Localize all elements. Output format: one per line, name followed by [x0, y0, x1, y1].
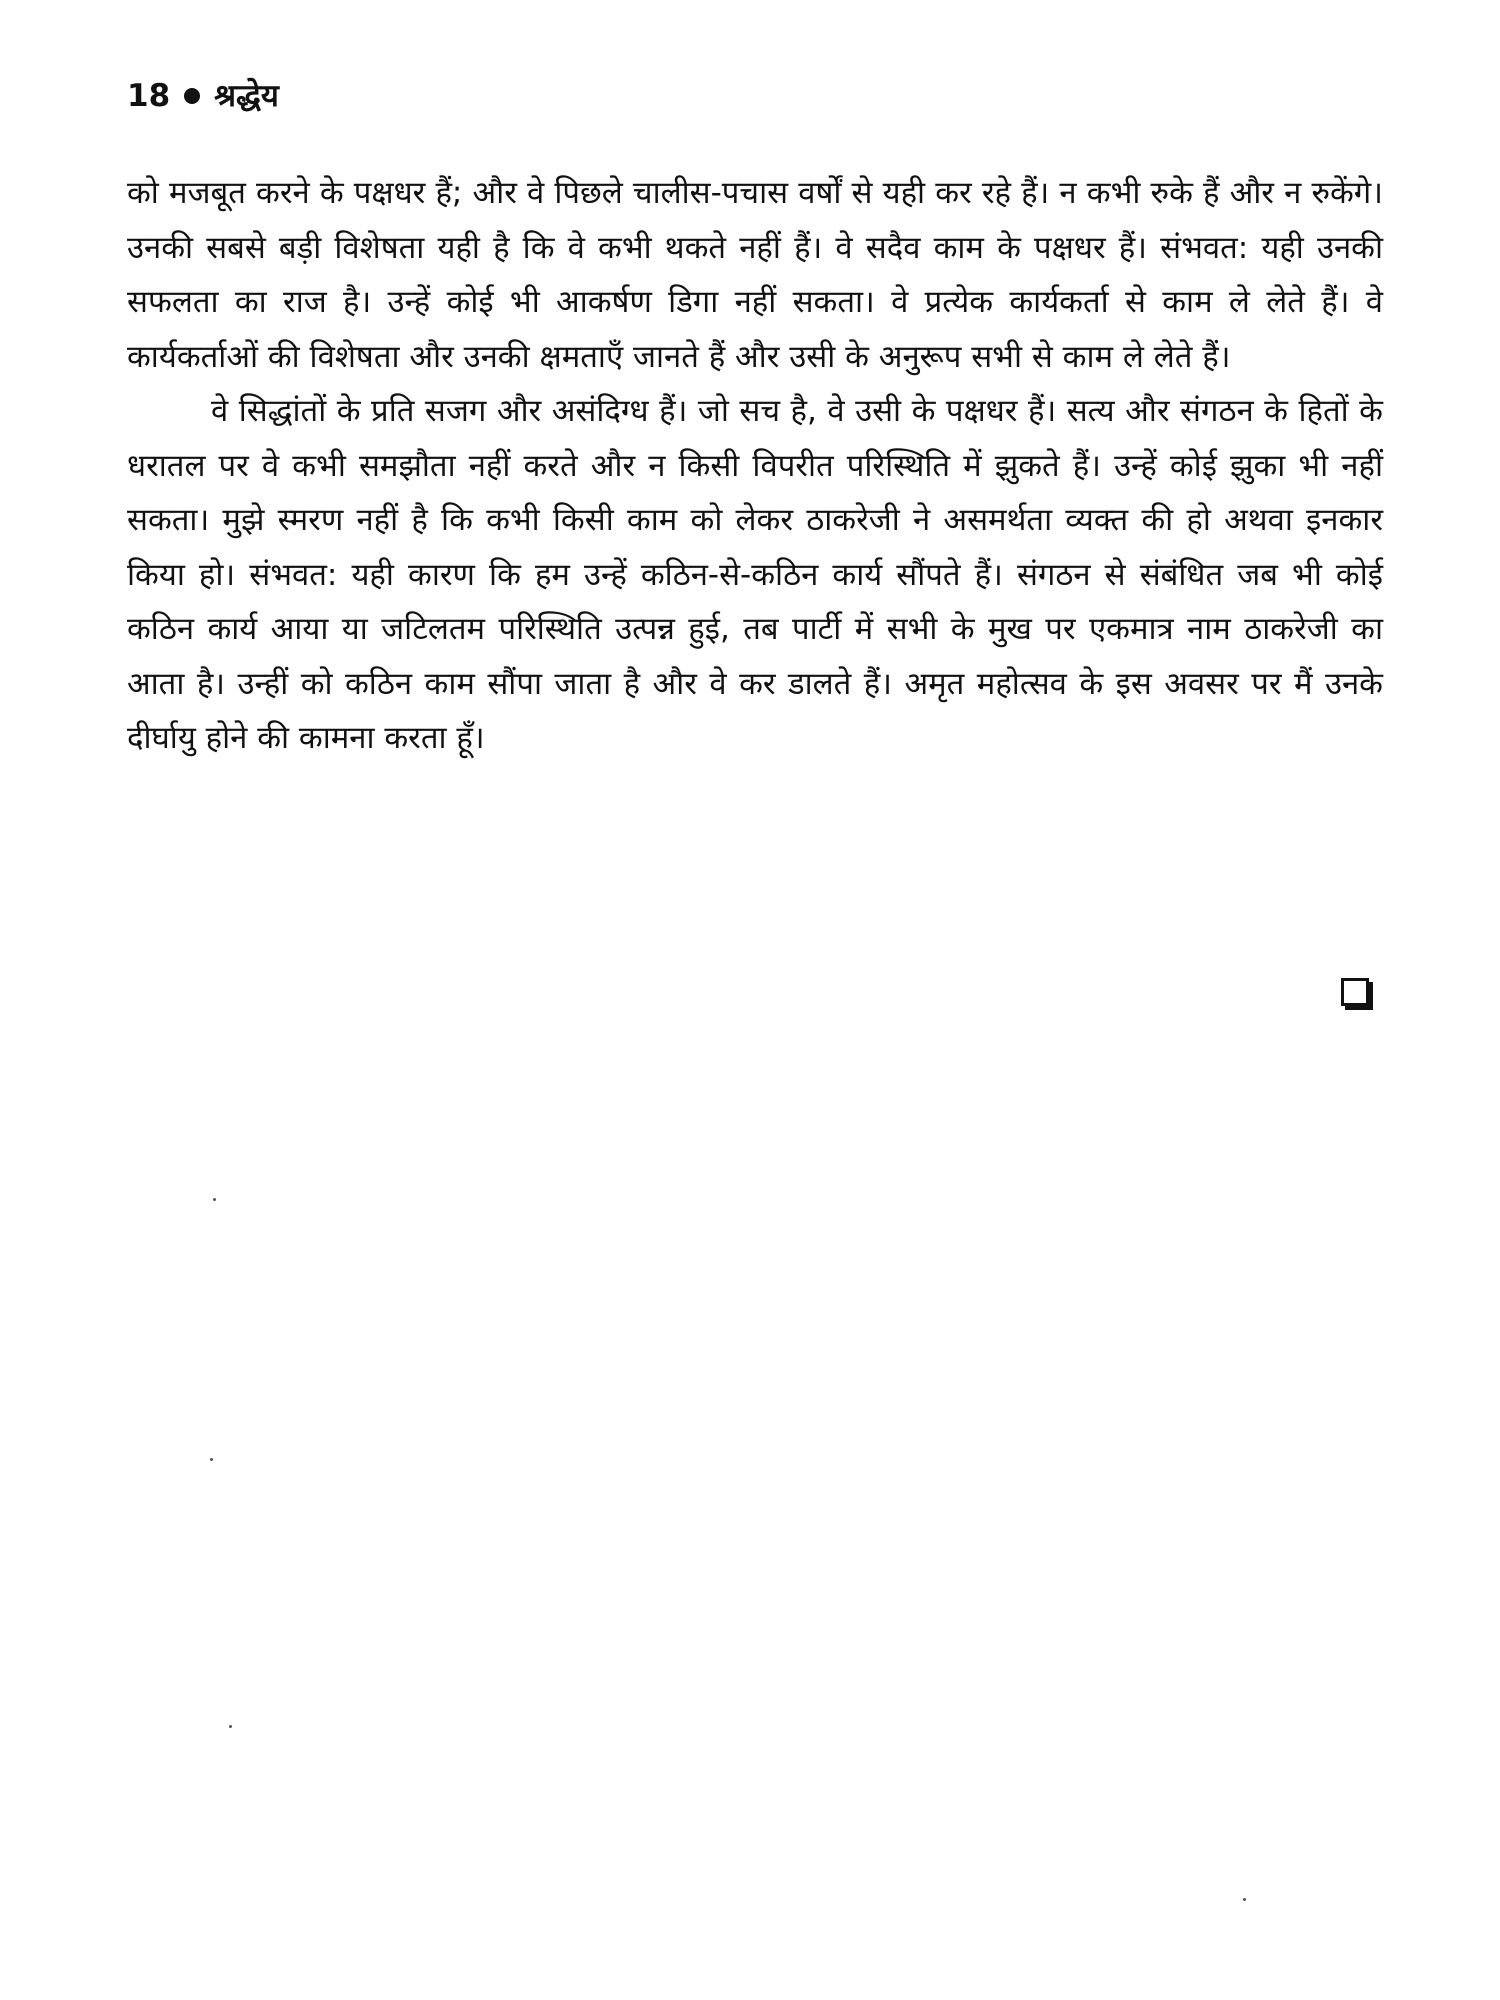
body-text [127, 166, 1383, 766]
page-number: 18 [127, 78, 171, 114]
paragraph-principles: वे सिद्धांतों के प्रति सजग और असंदिग्ध हैं। जो सच है, वे उसी के पक्षधर हैं। सत्य और संगठन के हितों के धरातल पर वे कभी समझौता नहीं करते और न किसी विपरीत परिस्थिति में झुकते हैं। उन्हें कोई झुका भी नहीं सकता। मुझे स्मरण नहीं है कि कभी किसी काम को लेकर ठाकरेजी ने असमर्थता व्यक्त की हो अथवा इनकार किया हो। संभवत: यही कारण कि हम उन्हें कठिन-से-कठिन कार्य सौंपते हैं। संगठन से संबंधित जब भी कोई कठिन कार्य आया या जटिलतम परिस्थिति उत्पन्न हुई, तब पार्टी में सभी के मुख पर एकमात्र नाम ठाकरेजी का आता है। उन्हीं को कठिन काम सौंपा जाता है और वे कर डालते हैं। अमृत महोत्सव के इस अवसर पर मैं उनके दीर्घायु होने की कामना करता हूँ। [127, 393, 1383, 756]
scan-speck [229, 1725, 232, 1728]
book-title: श्रद्धेय [214, 78, 279, 114]
bullet-separator-icon [184, 88, 200, 104]
paragraph-continuation: को मजबूत करने के पक्षधर हैं; और वे पिछले चालीस-पचास वर्षों से यही कर रहे हैं। न कभी रुके हैं और न रुकेंगे। उनकी सबसे बड़ी विशेषता यही है कि वे कभी थकते नहीं हैं। वे सदैव काम के पक्षधर हैं। संभवत: यही उनकी सफलता का राज है। उन्हें कोई भी आकर्षण डिगा नहीं सकता। वे प्रत्येक कार्यकर्ता से काम ले लेते हैं। वे कार्यकर्ताओं की विशेषता और उनकी क्षमताएँ जानते हैं और उसी के अनुरूप सभी से काम ले लेते हैं। [127, 175, 1383, 375]
scan-speck [210, 1458, 213, 1461]
end-mark-icon [1341, 978, 1369, 1006]
running-head [127, 74, 279, 118]
scan-speck [213, 1198, 216, 1201]
scan-speck [1243, 1898, 1246, 1901]
